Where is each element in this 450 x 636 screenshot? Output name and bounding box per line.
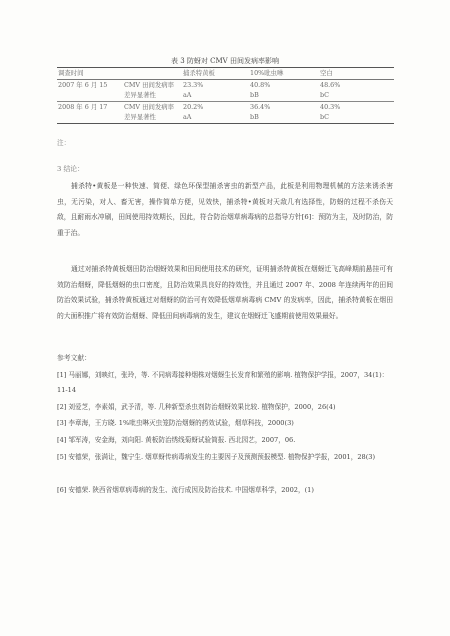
table-cell: CMV 田间发病率	[124, 80, 175, 89]
table-cell: 23.3%	[183, 80, 204, 89]
table-cell: 2008 年 6 月 17	[58, 102, 108, 111]
reference-item: [2] 刘爱芝，李素娟，武予清，等. 几种新型杀虫剂防治烟蚜效果比较. 植物保护，2000，26(4)	[57, 403, 336, 411]
table-cell: 差异显著性	[124, 91, 156, 99]
table-cell: 40.3%	[320, 102, 341, 111]
table-cell: 20.2%	[183, 102, 204, 111]
table-cell: bC	[320, 91, 329, 99]
table-note: 注：	[57, 139, 71, 147]
table-cell: 48.6%	[320, 80, 341, 89]
table-row	[57, 90, 394, 101]
table-row	[57, 79, 394, 90]
table-cell: 40.8%	[250, 80, 271, 89]
reference-item: [1] 马丽娜，刘映红，张玲，等. 不同病毒接种烟株对烟蚜生长发育和繁殖的影响. 植物保护学报，2007，34(1)：11-14	[57, 371, 389, 394]
conclusion-paragraph-1: 捕杀特•黄板是一种快速、简便、绿色环保型捕杀害虫的新型产品，此板是利用物理机械的方法来诱杀害虫，无污染，对人、畜无害，操作简单方便，见效快，捕杀特•黄板对天敌几有选择性，防蚜的过程不杀伤天敌，且耐雨水冲刷，田间使用持效期长，因此，符合防治烟草病毒病的总指导方针[6]：预防为主，及时防治，防重于治。	[57, 182, 393, 237]
table-cell	[57, 90, 123, 101]
reference-item: [4] 邹军涛，安金海，刘向阳. 黄板防治绣线菊蚜试验简报. 西北园艺，2007，06.	[57, 436, 296, 444]
reference-item: [3] 李章海，王方晓. 1%吡虫啉灭虫笼防治烟蚜的药效试验，烟草科技，2000(3)	[57, 419, 294, 427]
table-cell: bB	[250, 91, 259, 99]
header-yellow-board: 捕杀特黄板	[183, 69, 215, 77]
table-cell: aA	[183, 91, 192, 99]
reference-item: [6] 安德荣. 陕西省烟草病毒病的发生、流行成因及防治技术. 中国烟草科学，2002，(1)	[57, 486, 314, 494]
table-header-row	[57, 68, 394, 80]
table-row	[57, 112, 394, 123]
table-row	[57, 101, 394, 112]
table-title: 表 3 防蚜对 CMV 田间发病率影响	[171, 57, 279, 65]
header-imidacloprid: 10%吡虫啉	[250, 69, 284, 77]
reference-item: [5] 安德荣，张满让，魏宁生. 烟草蚜传病毒病发生的主要因子及预测预报模型. 植物保护学报，2001，28(3)	[57, 453, 376, 461]
table-cell: bC	[320, 113, 329, 121]
header-control: 空白	[320, 69, 333, 77]
header-blank	[123, 68, 182, 80]
table-cell: 2007 年 6 月 15	[58, 80, 108, 89]
conclusion-paragraph-2: 通过对捕杀特黄板烟田防治烟蚜效果和田间使用技术的研究，证明捕杀特黄板在烟蚜迁飞高峰期前悬挂可有效防治烟蚜，降低烟蚜的虫口密度，且防治效果具良好的持效性，并且通过 2007 年、2008 年连续两年的田间防治效果试验，捕杀特黄板通过对烟蚜的防治可有效降低烟草病毒病 CMV 的发病率，因此，捕杀特黄板在烟田的大面积推广将有效防治烟蚜、降低田间病毒病的发生，建议在烟蚜迁飞盛期前使用效果最好。	[57, 265, 393, 320]
table-cell	[57, 112, 123, 123]
references-heading: 参考文献：	[57, 354, 91, 362]
table-cell: 差异显著性	[124, 113, 156, 121]
table-cell: CMV 田间发病率	[124, 102, 175, 111]
conclusion-heading: 3 结论：	[57, 165, 84, 173]
table-cell: 36.4%	[250, 102, 271, 111]
results-table	[57, 67, 394, 124]
header-survey-time: 调查时间	[58, 69, 84, 77]
table-cell: aA	[183, 113, 192, 121]
table-cell: bB	[250, 113, 259, 121]
